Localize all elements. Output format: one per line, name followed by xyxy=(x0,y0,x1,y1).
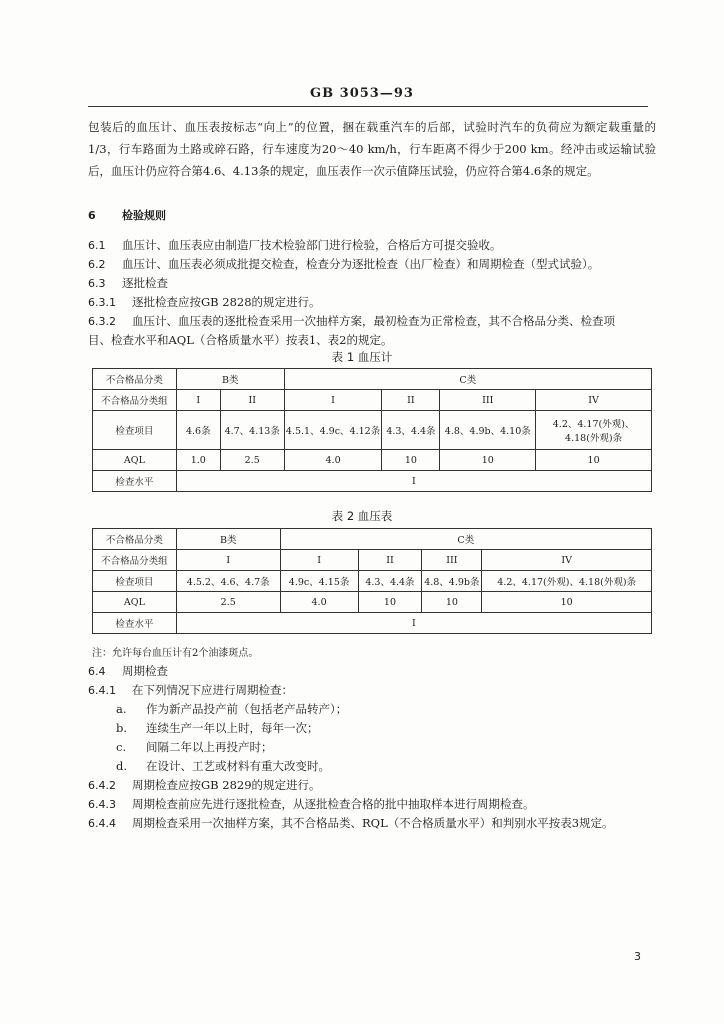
clause-title: 逐批检查 xyxy=(122,276,168,290)
table-cell: C类 xyxy=(284,369,651,390)
table-cell: 2.5 xyxy=(176,592,280,613)
page-number: 3 xyxy=(634,950,641,963)
clause-6-4 xyxy=(88,662,656,681)
list-item xyxy=(116,700,347,718)
document-header: GB 3053—93 xyxy=(310,86,414,101)
clause-6-3-2 xyxy=(88,312,656,331)
clause-6-3 xyxy=(88,274,656,293)
list-item xyxy=(116,719,319,737)
table-cell: 10 xyxy=(422,592,482,613)
table-cell: 4.5.2、4.6、4.7条 xyxy=(176,571,280,592)
table-cell: 10 xyxy=(382,450,440,471)
list-item xyxy=(116,757,330,775)
table2-pressure-gauge xyxy=(92,528,652,634)
list-item xyxy=(116,738,273,756)
table1-caption: 表 1 血压计 xyxy=(331,350,393,364)
table-row xyxy=(93,369,652,390)
clause-number: 6.4.4 xyxy=(88,817,116,830)
section-6-heading xyxy=(88,206,656,225)
clause-number: 6.2 xyxy=(88,258,106,271)
intro-paragraph: 包装后的血压计、血压表按标志“向上”的位置，捆在载重汽车的后部，试验时汽车的负荷应为额定载重量的1/3，行车路面为土路或碎石路，行车速度为20～40 km/h，行车距离不得少于200 km。经冲击或运输试验后，血压计仍应符合第4.6、4.13条的规定，血压表作一次示值降压试验，仍应符合第4.6条的规定。 xyxy=(88,120,656,178)
list-letter: d. xyxy=(116,759,128,773)
table-cell: 4.7、4.13条 xyxy=(220,411,284,450)
list-text: 间隔二年以上再投产时； xyxy=(146,740,273,754)
table-cell: 检查项目 xyxy=(93,571,177,592)
list-text: 连续生产一年以上时，每年一次； xyxy=(146,721,319,735)
clause-text: 血压计、血压表应由制造厂技术检验部门进行检验，合格后方可提交验收。 xyxy=(122,238,502,252)
table-cell: I xyxy=(176,613,651,634)
table-cell: 4.0 xyxy=(280,592,358,613)
table-cell: I xyxy=(280,550,358,571)
table-row xyxy=(93,571,652,592)
clause-text: 逐批检查应按GB 2828的规定进行。 xyxy=(132,295,321,309)
clause-text: 周期检查采用一次抽样方案，其不合格品类、RQL（不合格质量水平）和判别水平按表3规定。 xyxy=(132,816,614,830)
clause-number: 6.3.2 xyxy=(88,315,116,328)
clause-number: 6.4.1 xyxy=(88,684,116,697)
clause-number: 6.3.1 xyxy=(88,296,116,309)
table-cell: IV xyxy=(536,390,652,411)
clause-number: 6.1 xyxy=(88,239,106,252)
table-cell: II xyxy=(358,550,422,571)
table-cell: III xyxy=(422,550,482,571)
table-cell: 10 xyxy=(440,450,536,471)
table-cell: 1.0 xyxy=(176,450,220,471)
list-letter: c. xyxy=(116,740,127,754)
table-cell: 10 xyxy=(482,592,652,613)
clause-number: 6.4.2 xyxy=(88,779,116,792)
table-cell: 4.0 xyxy=(284,450,382,471)
clause-title: 周期检查 xyxy=(122,664,168,678)
clause-text: 在下列情况下应进行周期检查： xyxy=(132,683,293,697)
section-number: 6 xyxy=(88,209,96,222)
list-letter: b. xyxy=(116,721,128,735)
clause-text: 周期检查应按GB 2829的规定进行。 xyxy=(132,778,321,792)
table-cell: 10 xyxy=(358,592,422,613)
table-cell: 4.3、4.4条 xyxy=(358,571,422,592)
clause-text-line1: 血压计、血压表的逐批检查采用一次抽样方案，最初检查为正常检查，其不合格品分类、检查项 xyxy=(132,314,615,328)
table-cell: C类 xyxy=(280,529,651,550)
table-cell: 4.8、4.9b、4.10条 xyxy=(440,411,536,450)
table-cell: I xyxy=(176,471,651,492)
list-text: 作为新产品投产前（包括老产品转产）； xyxy=(146,702,348,716)
clause-6-2 xyxy=(88,255,656,274)
table-cell: 4.3、4.4条 xyxy=(382,411,440,450)
table-cell: AQL xyxy=(93,592,177,613)
cell-line: 4.2、4.17(外观)、 xyxy=(552,419,635,430)
list-letter: a. xyxy=(116,702,127,716)
clause-6-4-1 xyxy=(88,681,656,700)
table-cell: 检查水平 xyxy=(93,613,177,634)
clause-number: 6.4.3 xyxy=(88,798,116,811)
header-rule xyxy=(88,106,648,107)
table-row xyxy=(93,592,652,613)
table-cell: I xyxy=(284,390,382,411)
clause-6-3-1 xyxy=(88,293,656,312)
table1-sphygmomanometer xyxy=(92,368,652,492)
section-title: 检验规则 xyxy=(122,209,166,222)
table-cell: I xyxy=(176,390,220,411)
clause-text: 血压计、血压表必须成批提交检查，检查分为逐批检查（出厂检查）和周期检查（型式试验）。 xyxy=(122,257,600,271)
clause-text: 周期检查前应先进行逐批检查，从逐批检查合格的批中抽取样本进行周期检查。 xyxy=(132,797,535,811)
clause-6-1 xyxy=(88,236,656,255)
table-cell: 检查项目 xyxy=(93,411,177,450)
table-row xyxy=(93,411,652,450)
clause-6-4-3 xyxy=(88,795,656,814)
table-cell: B类 xyxy=(176,369,284,390)
clause-number: 6.3 xyxy=(88,277,106,290)
table-note: 注：允许每台血压计有2个油漆斑点。 xyxy=(92,648,259,659)
table-row xyxy=(93,390,652,411)
clause-6-4-4 xyxy=(88,814,656,833)
table-row xyxy=(93,550,652,571)
clause-6-4-2 xyxy=(88,776,656,795)
table-cell: I xyxy=(176,550,280,571)
table-cell: AQL xyxy=(93,450,177,471)
list-text: 在设计、工艺或材料有重大改变时。 xyxy=(146,759,330,773)
table-row xyxy=(93,471,652,492)
table-cell: 4.5.1、4.9c、4.12条 xyxy=(284,411,382,450)
table-cell xyxy=(536,411,652,450)
table-row xyxy=(93,529,652,550)
table-cell: 不合格品分类 xyxy=(93,369,177,390)
table-cell: III xyxy=(440,390,536,411)
table-cell: 不合格品分类组 xyxy=(93,390,177,411)
table-cell: B类 xyxy=(176,529,280,550)
cell-line: 4.18(外观)条 xyxy=(565,433,623,444)
table-cell: 10 xyxy=(536,450,652,471)
clause-6-3-2-cont: 目、检查水平和AQL（合格质量水平）按表1、表2的规定。 xyxy=(88,333,393,347)
table-cell: 检查水平 xyxy=(93,471,177,492)
table-cell: 4.6条 xyxy=(176,411,220,450)
table-cell: 4.9c、4.15条 xyxy=(280,571,358,592)
table-row xyxy=(93,613,652,634)
clause-number: 6.4 xyxy=(88,665,106,678)
table-cell: IV xyxy=(482,550,652,571)
table-cell: 2.5 xyxy=(220,450,284,471)
table-cell: II xyxy=(382,390,440,411)
table-row xyxy=(93,450,652,471)
table-cell: 4.2、4.17(外观)、4.18(外观)条 xyxy=(482,571,652,592)
table-cell: 4.8、4.9b条 xyxy=(422,571,482,592)
table-cell: 不合格品分类组 xyxy=(93,550,177,571)
table-cell: II xyxy=(220,390,284,411)
table2-caption: 表 2 血压表 xyxy=(331,509,393,523)
table-cell: 不合格品分类 xyxy=(93,529,177,550)
